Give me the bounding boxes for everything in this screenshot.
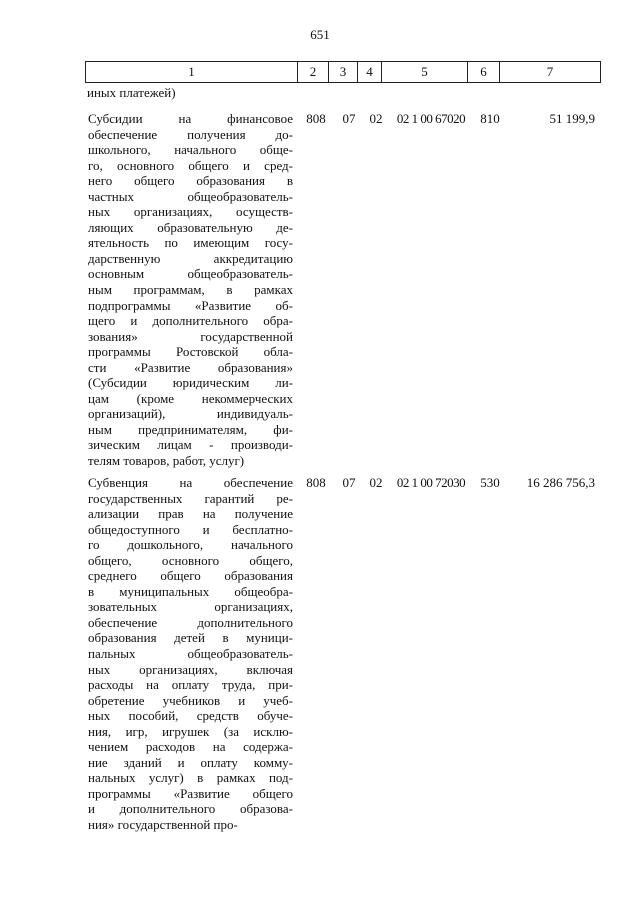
description-line: частных общеобразователь-	[88, 188, 293, 204]
description-line: го, основного общего и сред-	[88, 157, 293, 173]
cell-expense-type: 810	[480, 111, 500, 126]
cell-subsection-code: 02	[369, 111, 383, 126]
description-line: сти «Развитие образования»	[88, 359, 293, 375]
description-line: ных пособий, средств обуче-	[88, 708, 293, 724]
description-line: пальных общеобразователь-	[88, 646, 293, 662]
description-line: основным общеобразователь-	[88, 266, 293, 282]
description-line: ния» государственной про-	[88, 817, 238, 833]
column-header-3: 3	[329, 62, 358, 83]
column-header-5: 5	[382, 62, 468, 83]
cell-ministry-code: 808	[306, 111, 326, 126]
description-line: зования» государственной	[88, 328, 293, 344]
cell-section-code: 07	[342, 475, 356, 490]
description-line: государственных гарантий ре-	[88, 490, 293, 506]
description-line: ятельность по имеющим госу-	[88, 235, 293, 251]
column-header-7: 7	[500, 62, 601, 83]
description-line: чением расходов на содержа-	[88, 739, 293, 755]
cell-ministry-code: 808	[306, 475, 326, 490]
cell-expense-type: 530	[480, 475, 500, 490]
column-header-2: 2	[298, 62, 329, 83]
description-line: него общего образования в	[88, 173, 293, 189]
description-line: среднего общего образования	[88, 568, 293, 584]
row-description	[88, 111, 293, 469]
column-header-6: 6	[468, 62, 500, 83]
description-line: го дошкольного, начального	[88, 537, 293, 553]
description-line: зическим лицам - производи-	[88, 437, 293, 453]
description-line: школьного, начального обще-	[88, 142, 293, 158]
page-number: 651	[310, 27, 330, 42]
description-line: в муниципальных общеобра-	[88, 583, 293, 599]
continuation-text: иных платежей)	[87, 85, 176, 100]
description-line: ным программам, в рамках	[88, 282, 293, 298]
description-line: программы «Развитие общего	[88, 785, 293, 801]
description-line: нальных услуг) в рамках под-	[88, 770, 293, 786]
description-line: общедоступного и бесплатно-	[88, 521, 293, 537]
column-header-4: 4	[358, 62, 382, 83]
description-line: ным предпринимателям, фи-	[88, 421, 293, 437]
cell-amount: 51 199,9	[549, 111, 595, 126]
description-line: подпрограммы «Развитие об-	[88, 297, 293, 313]
cell-subsection-code: 02	[369, 475, 383, 490]
description-line: расходы на оплату труда, при-	[88, 677, 293, 693]
column-header-row	[85, 61, 601, 83]
cell-target-article: 02 1 00 67020	[396, 111, 466, 126]
description-line: обретение учебников и учеб-	[88, 692, 293, 708]
description-line: ние зданий и оплату комму-	[88, 754, 293, 770]
column-header-1: 1	[86, 62, 298, 83]
description-line: цам (кроме некоммерческих	[88, 390, 293, 406]
description-line: и дополнительного образова-	[88, 801, 293, 817]
description-line: зовательных организациях,	[88, 599, 293, 615]
description-line: Субсидии на финансовое	[88, 111, 293, 126]
description-line: общего, основного общего,	[88, 552, 293, 568]
description-line: ных организациях, осуществ-	[88, 204, 293, 220]
description-line: ляющих образовательную де-	[88, 219, 293, 235]
description-line: обеспечение получения до-	[88, 126, 293, 142]
description-line: обеспечение дополнительного	[88, 614, 293, 630]
description-line: дарственную аккредитацию	[88, 250, 293, 266]
row-description	[88, 475, 293, 833]
description-line: Субвенция на обеспечение	[88, 475, 293, 490]
description-line: (Субсидии юридическим ли-	[88, 375, 293, 391]
description-line: ализации прав на получение	[88, 506, 293, 522]
description-line: ния, игр, игрушек (за исклю-	[88, 723, 293, 739]
cell-section-code: 07	[342, 111, 356, 126]
description-line: ных организациях, включая	[88, 661, 293, 677]
description-line: организаций), индивидуаль-	[88, 406, 293, 422]
description-line: образования детей в муници-	[88, 630, 293, 646]
cell-amount: 16 286 756,3	[526, 475, 595, 490]
description-line: программы Ростовской обла-	[88, 344, 293, 360]
cell-target-article: 02 1 00 72030	[396, 475, 466, 490]
description-line: щего и дополнительного обра-	[88, 313, 293, 329]
description-line: телям товаров, работ, услуг)	[88, 453, 245, 469]
